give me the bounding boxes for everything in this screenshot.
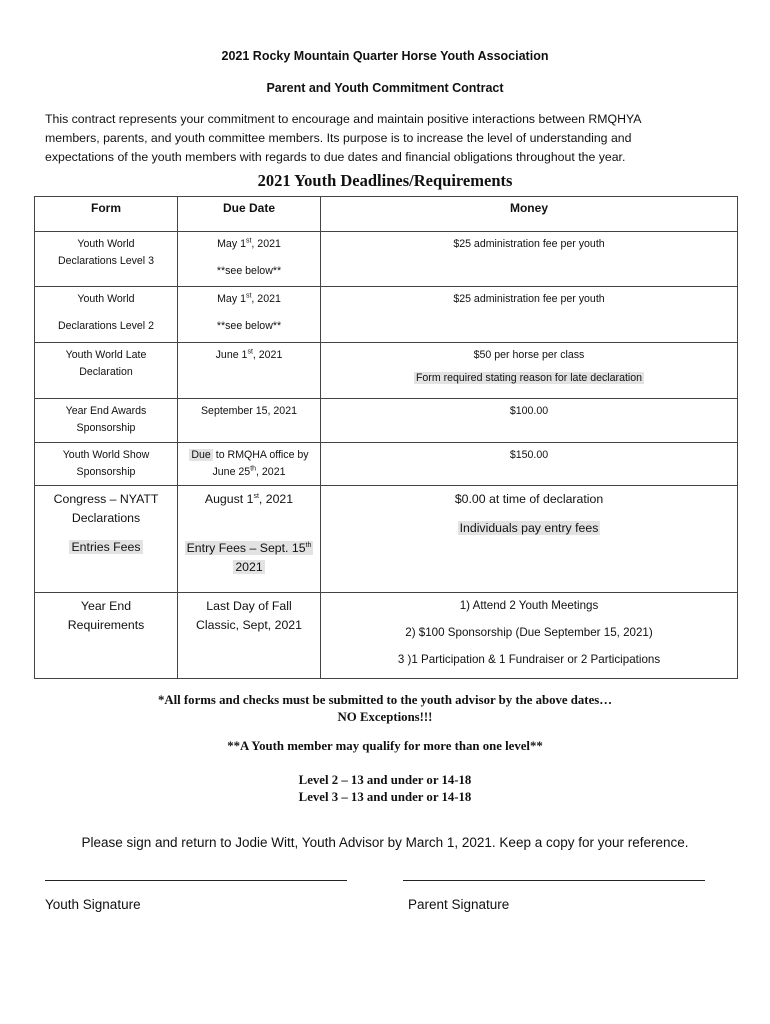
due-cell (178, 593, 321, 679)
level-3-definition: Level 3 – 13 and under or 14-18 (298, 790, 472, 804)
money-note-highlight: Individuals pay entry fees (459, 521, 599, 535)
intro-line: expectations of the youth members with regards to due dates and financial obligations throughout the year. (45, 150, 626, 164)
submission-note-line: NO Exceptions!!! (337, 710, 433, 724)
parent-signature-label: Parent Signature (408, 897, 510, 912)
money-text: $0.00 at time of declaration (454, 492, 604, 506)
money-cell (321, 399, 738, 443)
money-text: $100.00 (509, 405, 549, 417)
money-cell (321, 593, 738, 679)
money-cell (321, 486, 738, 593)
intro-line: This contract represents your commitment to encourage and maintain positive interactions between RMQHYA (45, 112, 642, 126)
form-text: Year End Awards (65, 405, 147, 417)
entry-fee-date: Entry Fees – Sept. 15th (186, 541, 312, 555)
parent-signature-line[interactable] (403, 880, 705, 881)
form-cell (35, 486, 178, 593)
column-header-money: Money (321, 197, 738, 232)
submission-note (0, 692, 770, 726)
form-text: Declarations Level 2 (58, 320, 154, 332)
multi-level-note: **A Youth member may qualify for more than one level** (227, 739, 543, 753)
form-text: Youth World Show (62, 449, 150, 461)
table-row (35, 343, 738, 399)
form-text: Requirements (67, 618, 145, 632)
due-cell (178, 399, 321, 443)
money-text: $25 administration fee per youth (453, 238, 605, 250)
form-text: Declarations (71, 511, 141, 525)
requirement-item: 3 )1 Participation & 1 Fundraiser or 2 Participations (397, 653, 661, 666)
due-date-text: May 1st, 2021 (217, 292, 281, 305)
due-date-text: Last Day of Fall (206, 599, 292, 613)
due-date-text: May 1st, 2021 (217, 237, 281, 250)
money-cell (321, 343, 738, 399)
table-row (35, 593, 738, 679)
due-date-text: September 15, 2021 (200, 405, 297, 417)
youth-signature-label: Youth Signature (45, 897, 141, 912)
deadlines-table (34, 196, 738, 679)
due-note: **see below** (216, 320, 282, 332)
form-text: Youth World Late (65, 349, 147, 361)
signature-instruction: Please sign and return to Jodie Witt, Youth Advisor by March 1, 2021. Keep a copy for your reference. (81, 835, 689, 850)
money-cell (321, 287, 738, 343)
due-cell (178, 343, 321, 399)
due-date-text: Classic, Sept, 2021 (196, 618, 302, 632)
money-text: $150.00 (509, 449, 549, 461)
form-cell (35, 287, 178, 343)
table-row (35, 287, 738, 343)
table-row (35, 399, 738, 443)
table-row (35, 486, 738, 593)
table-header-row (35, 197, 738, 232)
due-cell (178, 232, 321, 287)
intro-paragraph (45, 110, 725, 167)
form-cell (35, 399, 178, 443)
money-text: $50 per horse per class (473, 349, 585, 361)
table-heading: 2021 Youth Deadlines/Requirements (257, 171, 513, 190)
contract-title: Parent and Youth Commitment Contract (266, 81, 504, 95)
due-date-text: Due to RMQHA office by (191, 449, 309, 461)
requirement-item: 1) Attend 2 Youth Meetings (459, 599, 599, 612)
form-text: Declarations Level 3 (58, 255, 154, 267)
form-text-highlight: Entries Fees (71, 540, 141, 554)
due-date-text: August 1st, 2021 (204, 492, 294, 506)
requirement-item: 2) $100 Sponsorship (Due September 15, 2021) (405, 626, 653, 639)
due-date-text: June 1st, 2021 (215, 348, 283, 361)
form-text: Congress – NYATT (53, 492, 159, 506)
due-note: **see below** (216, 265, 282, 277)
level-2-definition: Level 2 – 13 and under or 14-18 (298, 773, 472, 787)
form-text: Sponsorship (76, 466, 136, 478)
due-cell (178, 287, 321, 343)
form-cell (35, 443, 178, 486)
form-text: Youth World (77, 293, 135, 305)
org-title: 2021 Rocky Mountain Quarter Horse Youth Association (221, 49, 549, 63)
money-cell (321, 232, 738, 287)
column-header-due-date: Due Date (178, 197, 321, 232)
table-row (35, 443, 738, 486)
form-cell (35, 343, 178, 399)
form-text: Youth World (77, 238, 135, 250)
level-definitions (0, 772, 770, 806)
column-header-form: Form (35, 197, 178, 232)
table-row (35, 232, 738, 287)
due-cell (178, 443, 321, 486)
form-text: Year End (80, 599, 132, 613)
due-cell (178, 486, 321, 593)
due-date-text: June 25th, 2021 (212, 465, 286, 478)
form-cell (35, 232, 178, 287)
money-note-highlight: Form required stating reason for late declaration (415, 372, 643, 384)
intro-line: members, parents, and youth committee members. Its purpose is to increase the level of understanding and (45, 131, 632, 145)
entry-fee-date: 2021 (235, 560, 263, 574)
form-text: Sponsorship (76, 422, 136, 434)
money-cell (321, 443, 738, 486)
money-text: $25 administration fee per youth (453, 293, 605, 305)
form-text: Declaration (79, 366, 133, 378)
youth-signature-line[interactable] (45, 880, 347, 881)
submission-note-line: *All forms and checks must be submitted to the youth advisor by the above dates… (157, 693, 613, 707)
form-cell (35, 593, 178, 679)
